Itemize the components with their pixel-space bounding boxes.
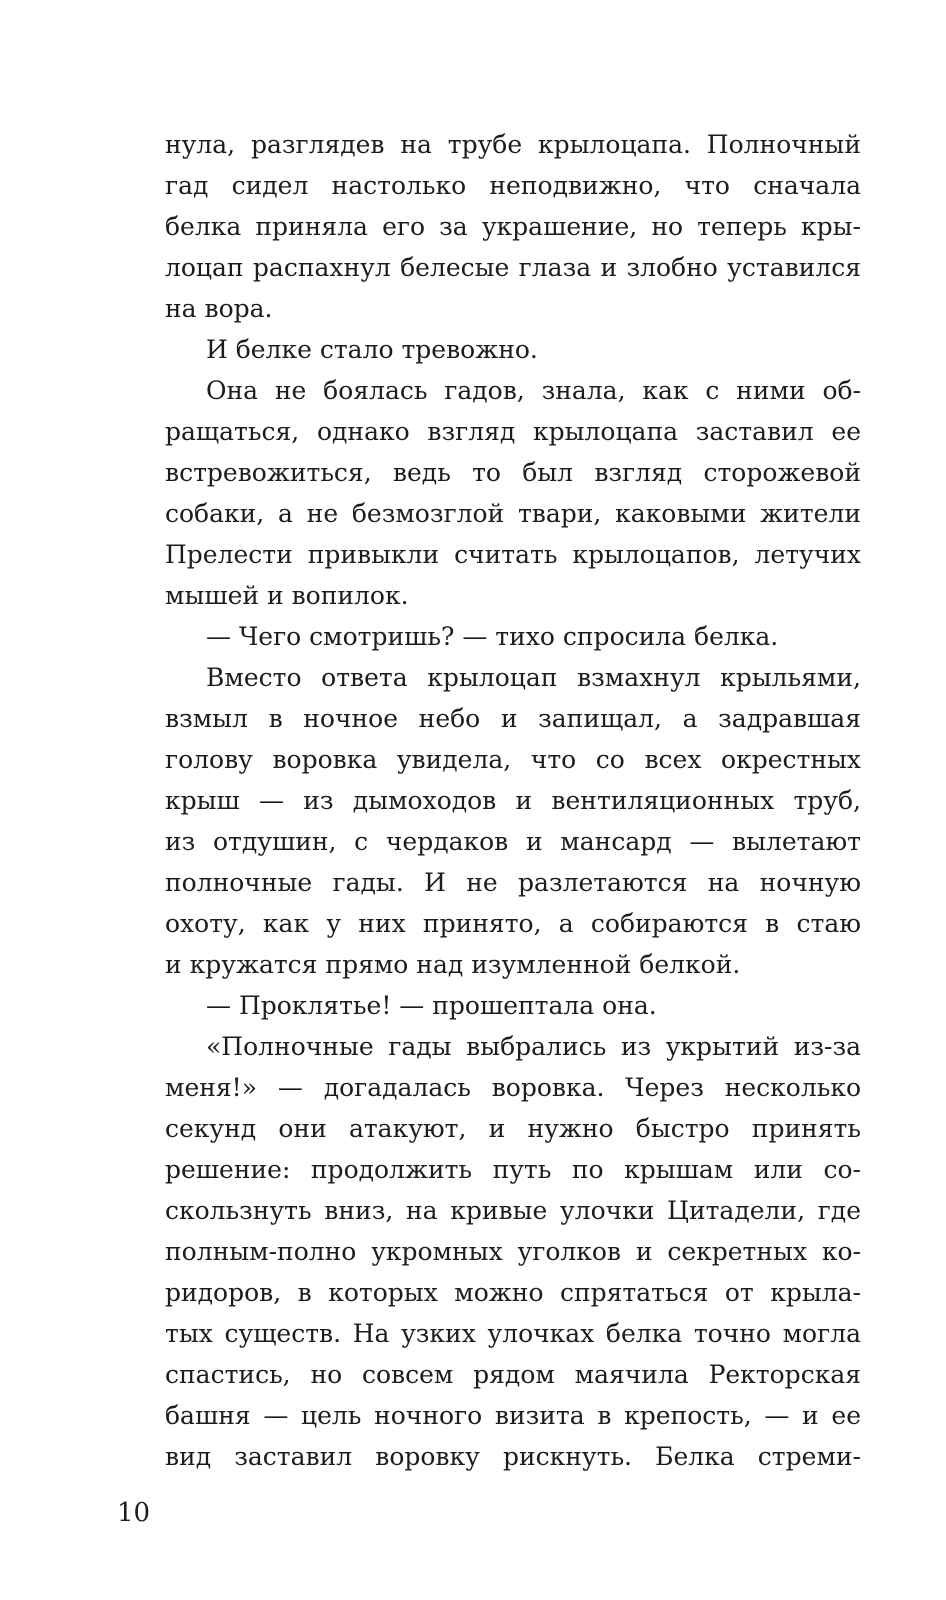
text-line: «Полночные гады выбрались из укрытий из-за: [206, 1032, 861, 1061]
text-line: собаки, а не безмозглой твари, каковыми жители: [165, 499, 861, 528]
text-line: на вора.: [165, 294, 273, 323]
text-line: скользнуть вниз, на кривые улочки Цитадели, где: [165, 1196, 861, 1225]
text-line: полным-полно укромных уголков и секретных ко-: [165, 1237, 861, 1266]
text-line: гад сидел настолько неподвижно, что сначала: [165, 171, 861, 200]
text-line: решение: продолжить путь по крышам или со-: [165, 1155, 861, 1184]
text-line: из отдушин, с чердаков и мансард — вылетают: [165, 827, 861, 856]
text-line: крыш — из дымоходов и вентиляционных труб,: [165, 786, 861, 815]
text-line: лоцап распахнул белесые глаза и злобно уставился: [165, 253, 861, 282]
text-line: полночные гады. И не разлетаются на ночную: [165, 868, 861, 897]
text-line: голову воровка увидела, что со всех окрестных: [165, 745, 861, 774]
text-line: нула, разглядев на трубе крылоцапа. Полночный: [165, 130, 861, 159]
text-line: И белке стало тревожно.: [206, 335, 538, 364]
text-line: ращаться, однако взгляд крылоцапа заставил ее: [165, 417, 861, 446]
text-line: взмыл в ночное небо и запищал, а задравшая: [165, 704, 861, 733]
text-line: секунд они атакуют, и нужно быстро принять: [165, 1114, 861, 1143]
text-line: меня!» — догадалась воровка. Через несколько: [165, 1073, 861, 1102]
text-line: белка приняла его за украшение, но теперь кры-: [165, 212, 861, 241]
text-line: — Проклятье! — прошептала она.: [206, 991, 657, 1020]
page-number: 10: [117, 1498, 151, 1528]
text-line: башня — цель ночного визита в крепость, — и ее: [165, 1401, 861, 1430]
text-line: Вместо ответа крылоцап взмахнул крыльями,: [206, 663, 861, 692]
text-line: Она не боялась гадов, знала, как с ними об-: [206, 376, 861, 405]
text-line: мышей и вопилок.: [165, 581, 409, 610]
text-line: Прелести привыкли считать крылоцапов, летучих: [165, 540, 861, 569]
text-line: спастись, но совсем рядом маячила Ректорская: [165, 1360, 861, 1389]
text-line: — Чего смотришь? — тихо спросила белка.: [206, 622, 779, 651]
text-line: ридоров, в которых можно спрятаться от крыла-: [165, 1278, 861, 1307]
text-line: тых существ. На узких улочках белка точно могла: [165, 1319, 861, 1348]
text-line: и кружатся прямо над изумленной белкой.: [165, 950, 741, 979]
body-text: [165, 124, 861, 1477]
text-line: вид заставил воровку рискнуть. Белка стреми-: [165, 1442, 861, 1471]
text-line: охоту, как у них принято, а собираются в стаю: [165, 909, 861, 938]
text-line: встревожиться, ведь то был взгляд сторожевой: [165, 458, 861, 487]
